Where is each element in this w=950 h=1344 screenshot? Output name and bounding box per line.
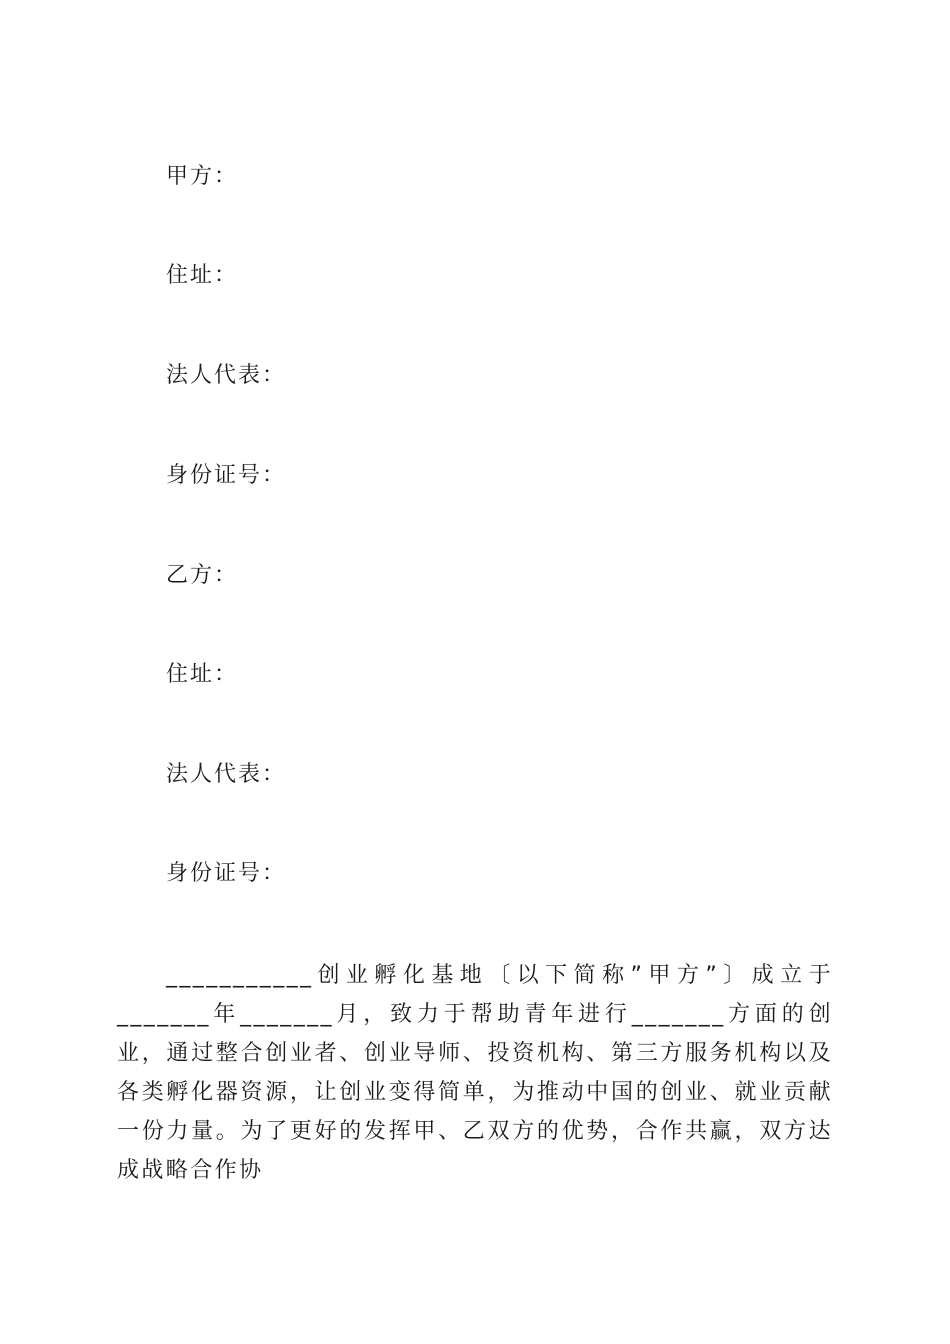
party-a-label: 甲方：	[166, 164, 239, 189]
party-a-legal-rep-label: 法人代表：	[166, 363, 287, 388]
party-b-legal-rep-label: 法人代表：	[166, 762, 287, 787]
party-b-id-label: 身份证号：	[166, 861, 287, 886]
party-a-address-label: 住址：	[166, 263, 239, 288]
intro-paragraph: ___________创业孵化基地〔以下简称”甲方”〕成立于_______年_______月，致力于帮助青年进行_______方面的创业，通过整合创业者、创业导师、投资机构、第三方服务机构以及各类孵化器资源，让创业变得简单，为推动中国的创业、就业贡献一份力量。为了更好的发挥甲、乙双方的优势，合作共赢，双方达成战略合作协	[117, 963, 833, 1183]
party-a-id-label: 身份证号：	[166, 463, 287, 488]
party-b-address-label: 住址：	[166, 662, 239, 687]
party-b-label: 乙方：	[166, 563, 239, 588]
